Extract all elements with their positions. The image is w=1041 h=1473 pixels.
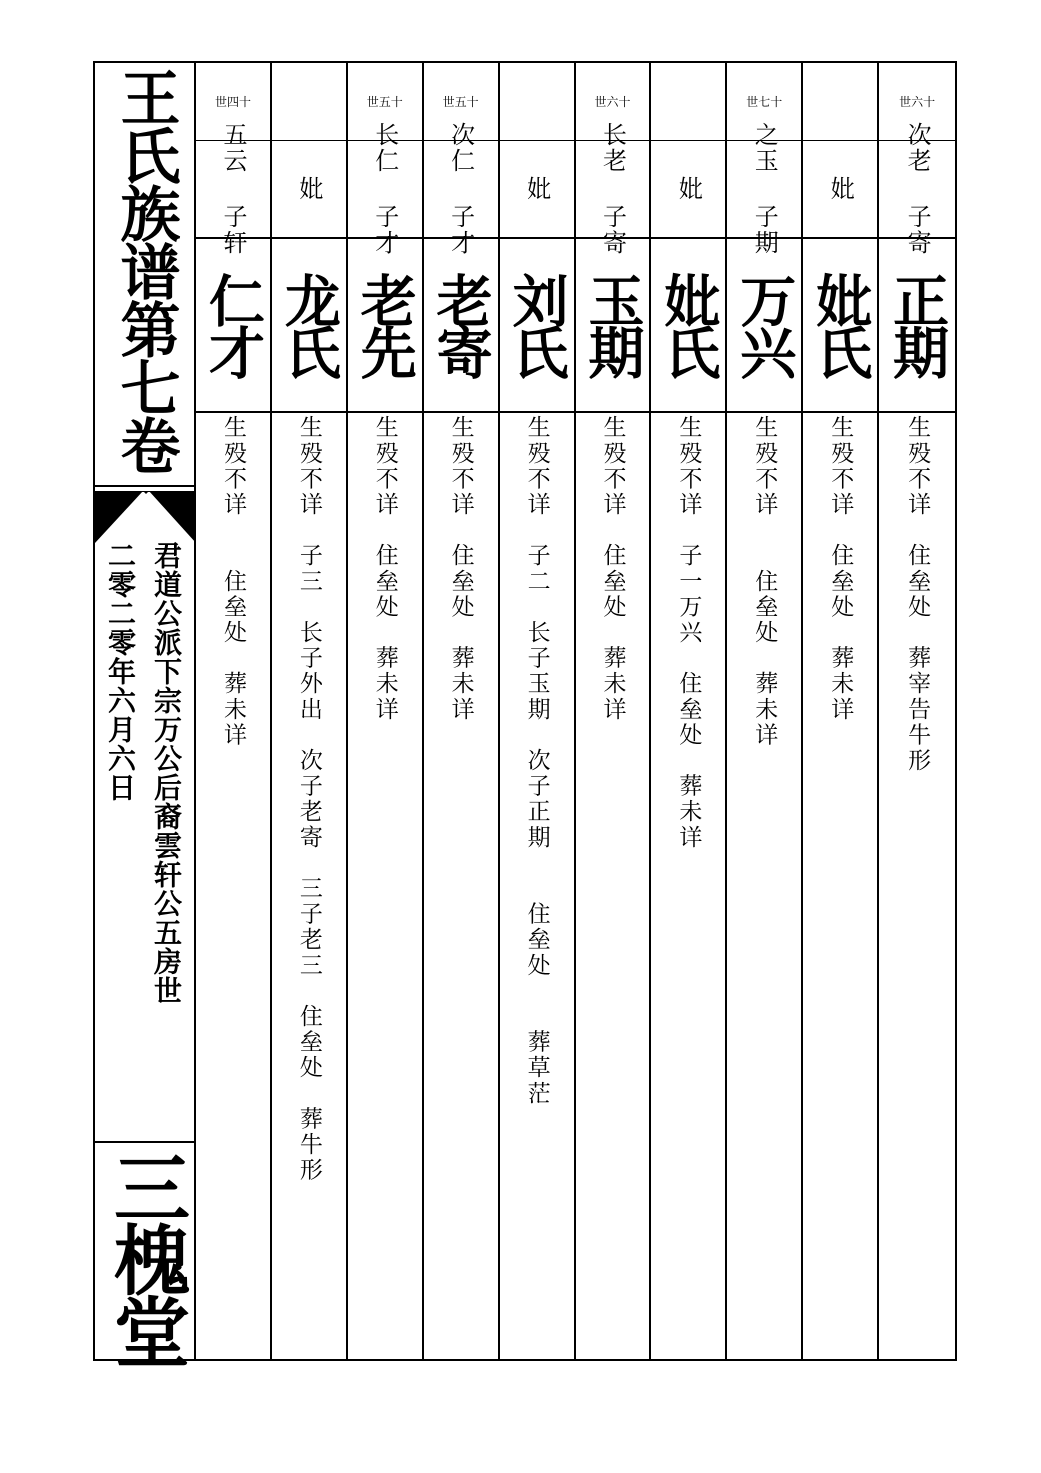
- member-name: 万兴: [731, 272, 798, 376]
- detail-cell: [196, 415, 270, 1355]
- relation-cell: [348, 121, 422, 256]
- relation-text: 妣: [522, 175, 551, 202]
- member-detail: 生殁不详 住垒处 葬未详: [599, 415, 626, 723]
- relation-text: 之玉 子期: [750, 121, 779, 256]
- relation-text: 妣: [826, 175, 855, 202]
- relation-cell: [424, 121, 498, 256]
- member-detail: 生殁不详 住垒处 葬未详: [447, 415, 474, 723]
- member-name: 玉期: [579, 272, 646, 376]
- member-column: [500, 63, 576, 1359]
- detail-cell: [272, 415, 346, 1355]
- detail-cell: [500, 415, 574, 1355]
- detail-cell: [348, 415, 422, 1355]
- member-detail: 生殁不详 子一万兴 住垒处 葬未详: [675, 415, 702, 851]
- title-panel: [95, 63, 196, 1365]
- generation-label: 世五十: [424, 63, 498, 141]
- name-cell: [196, 237, 270, 413]
- relation-text: 妣: [674, 175, 703, 202]
- member-detail: 生殁不详 住垒处 葬宰告牛形: [904, 415, 931, 774]
- relation-text: 次仁 子才: [446, 121, 475, 256]
- name-cell: [576, 237, 650, 413]
- member-name: 仁才: [199, 272, 266, 376]
- divider: [95, 1141, 196, 1143]
- member-name: 龙氏: [275, 272, 342, 376]
- relation-cell: [879, 121, 955, 256]
- name-cell: [879, 237, 955, 413]
- detail-cell: [424, 415, 498, 1355]
- detail-cell: [651, 415, 725, 1355]
- name-cell: [803, 237, 877, 413]
- member-detail: 生殁不详 住垒处 葬未详: [751, 415, 778, 748]
- member-column: [576, 63, 652, 1359]
- generation-label: 世七十: [727, 63, 801, 141]
- compile-date: 二零二零年六月六日: [104, 541, 137, 802]
- member-column: [424, 63, 500, 1359]
- genealogy-page: [93, 61, 957, 1365]
- detail-cell: [879, 415, 955, 1355]
- relation-text: 长老 子寄: [598, 121, 627, 256]
- name-cell: [272, 237, 346, 413]
- name-cell: [727, 237, 801, 413]
- generation-label: 世六十: [576, 63, 650, 141]
- member-detail: 生殁不详 子二 长子玉期 次子正期 住垒处 葬草茫: [523, 415, 550, 1107]
- generation-label: [651, 63, 725, 141]
- generation-label: [803, 63, 877, 141]
- generation-label: [272, 63, 346, 141]
- name-cell: [424, 237, 498, 413]
- member-name: 老先: [351, 272, 418, 376]
- member-detail: 生殁不详 住垒处 葬未详: [827, 415, 854, 723]
- relation-text: 次老 子寄: [903, 121, 932, 256]
- member-name: 妣氏: [655, 272, 722, 376]
- generation-label: [500, 63, 574, 141]
- generation-label: 世四十: [196, 63, 270, 141]
- detail-cell: [803, 415, 877, 1355]
- member-name: 妣氏: [807, 272, 874, 376]
- relation-text: 长仁 子才: [370, 121, 399, 256]
- relation-text: 五云 子轩: [218, 121, 247, 256]
- name-cell: [348, 237, 422, 413]
- member-column: [803, 63, 879, 1359]
- hall-name: 三槐堂: [101, 1149, 191, 1365]
- member-column: [727, 63, 803, 1359]
- member-column: [348, 63, 424, 1359]
- relation-cell: [727, 121, 801, 256]
- relation-cell: [651, 140, 725, 239]
- relation-cell: [803, 140, 877, 239]
- generation-label: 世六十: [879, 63, 955, 141]
- book-title: 王氏族谱第七卷: [110, 67, 181, 473]
- relation-cell: [196, 121, 270, 256]
- detail-cell: [727, 415, 801, 1355]
- member-detail: 生殁不详 子三 长子外出 次子老寄 三子老三 住垒处 葬牛形: [295, 415, 322, 1183]
- fish-tail-mark-icon: [95, 491, 196, 547]
- member-column: [272, 63, 348, 1359]
- relation-cell: [272, 140, 346, 239]
- relation-cell: [576, 121, 650, 256]
- member-detail: 生殁不详 住垒处 葬未详: [371, 415, 398, 723]
- member-column: [879, 63, 955, 1359]
- genealogy-columns: [196, 63, 955, 1359]
- relation-cell: [500, 140, 574, 239]
- detail-cell: [576, 415, 650, 1355]
- generation-label: 世五十: [348, 63, 422, 141]
- divider: [95, 485, 196, 487]
- member-column: [196, 63, 272, 1359]
- member-name: 老寄: [427, 272, 494, 376]
- name-cell: [651, 237, 725, 413]
- member-name: 刘氏: [503, 272, 570, 376]
- member-name: 正期: [884, 272, 951, 376]
- branch-line-text: 君道公派下宗万公后裔雲轩公五房世: [150, 541, 183, 1005]
- member-column: [651, 63, 727, 1359]
- name-cell: [500, 237, 574, 413]
- member-detail: 生殁不详 住垒处 葬未详: [219, 415, 246, 748]
- relation-text: 妣: [294, 175, 323, 202]
